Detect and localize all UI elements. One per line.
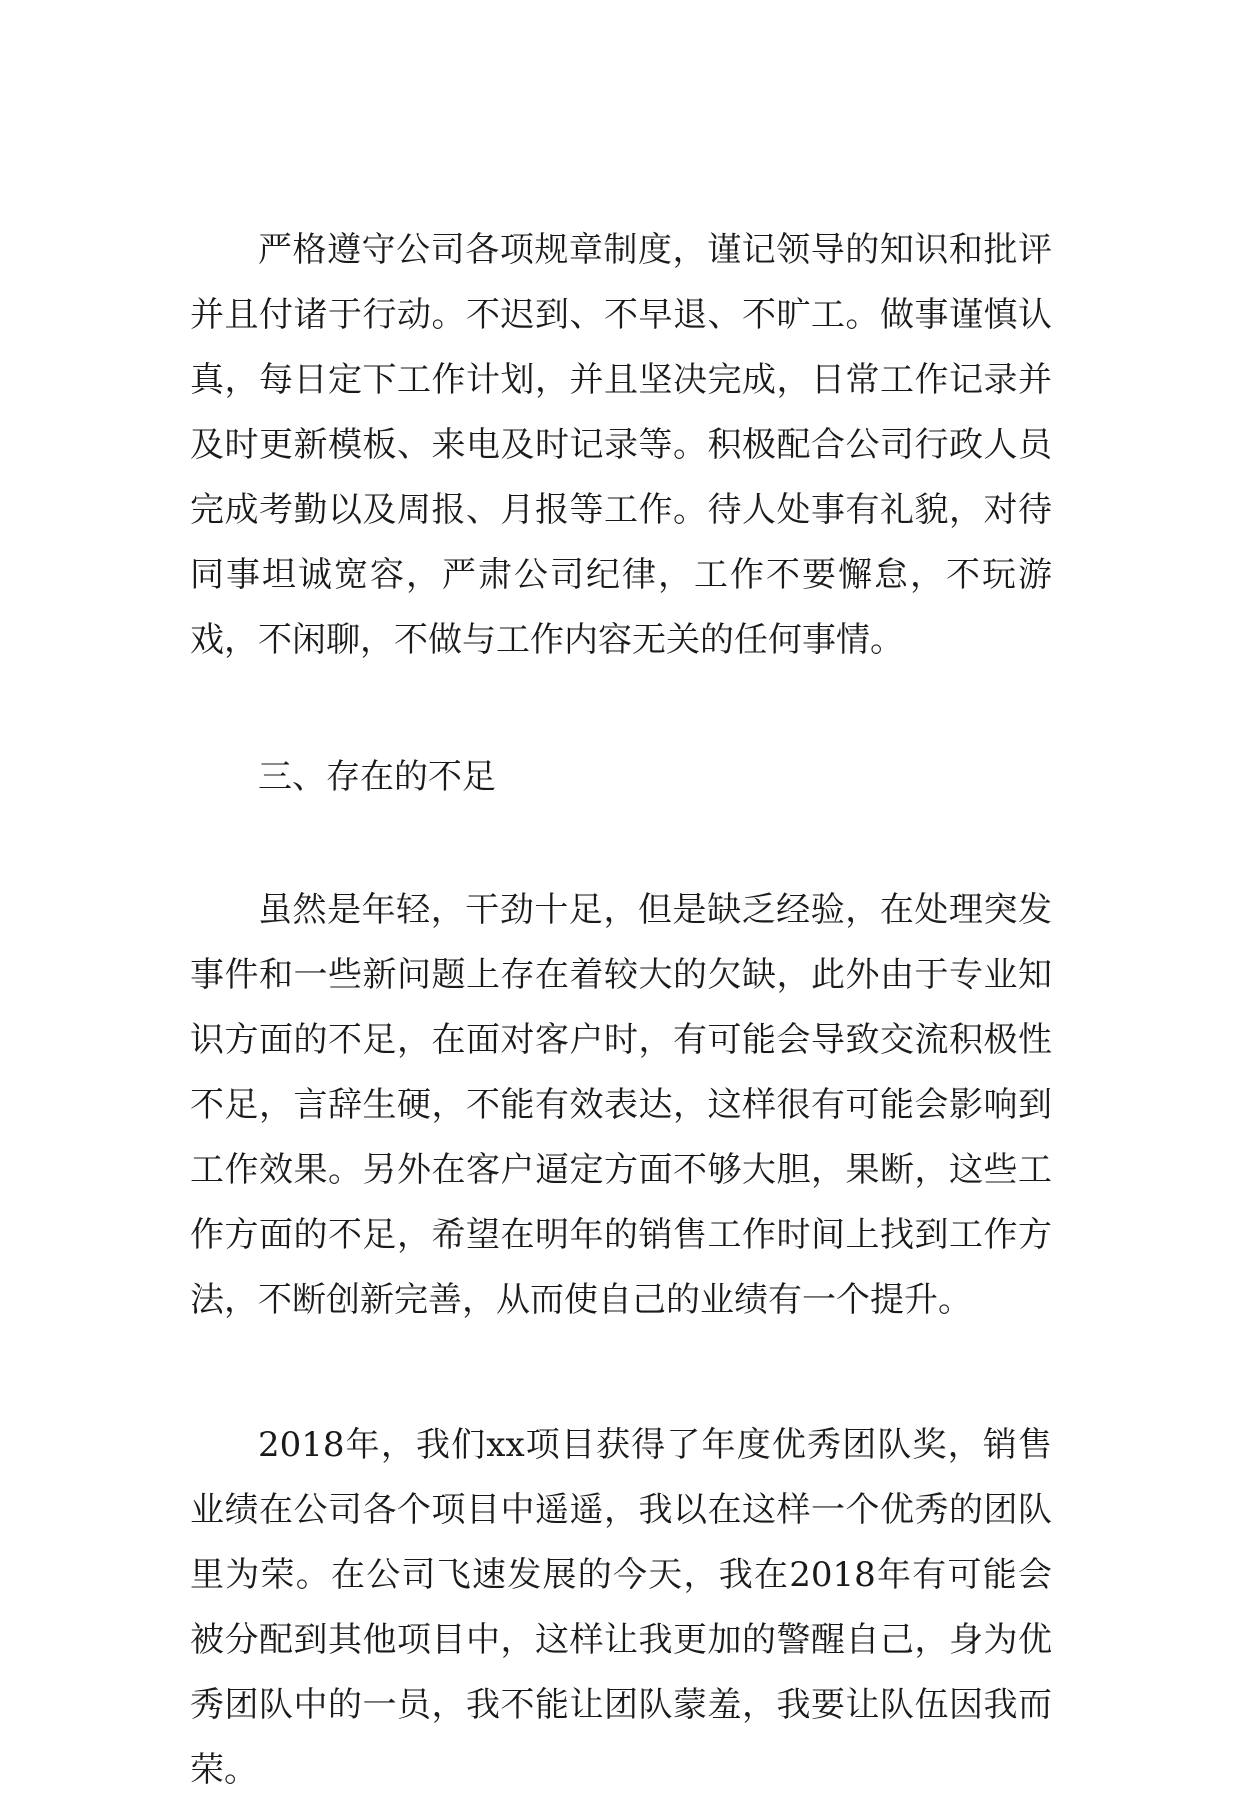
document-body	[190, 218, 1052, 1803]
paragraph-team-award: 2018年，我们xx项目获得了年度优秀团队奖，销售业绩在公司各个项目中遥遥，我以在这样一个优秀的团队里为荣。在公司飞速发展的今天，我在2018年有可能会被分配到其他项目中，这样让我更加的警醒自己，身为优秀团队中的一员，我不能让团队蒙羞，我要让队伍因我而荣。	[190, 1425, 1052, 1790]
paragraph-work-discipline: 严格遵守公司各项规章制度，谨记领导的知识和批评并且付诸于行动。不迟到、不早退、不旷工。做事谨慎认真，每日定下工作计划，并且坚决完成，日常工作记录并及时更新模板、来电及时记录等。积极配合公司行政人员完成考勤以及周报、月报等工作。待人处事有礼貌，对待同事坦诚宽容，严肃公司纪律，工作不要懈怠，不玩游戏，不闲聊，不做与工作内容无关的任何事情。	[190, 230, 1052, 660]
paragraph-shortcomings: 虽然是年轻，干劲十足，但是缺乏经验，在处理突发事件和一些新问题上存在着较大的欠缺，此外由于专业知识方面的不足，在面对客户时，有可能会导致交流积极性不足，言辞生硬，不能有效表达，这样很有可能会影响到工作效果。另外在客户逼定方面不够大胆，果断，这些工作方面的不足，希望在明年的销售工作时间上找到工作方法，不断创新完善，从而使自己的业绩有一个提升。	[190, 890, 1052, 1320]
paragraph-spacer	[190, 810, 1052, 878]
paragraph-spacer	[190, 673, 1052, 745]
section-heading: 三、存在的不足	[258, 757, 496, 797]
paragraph-spacer	[190, 1333, 1052, 1413]
